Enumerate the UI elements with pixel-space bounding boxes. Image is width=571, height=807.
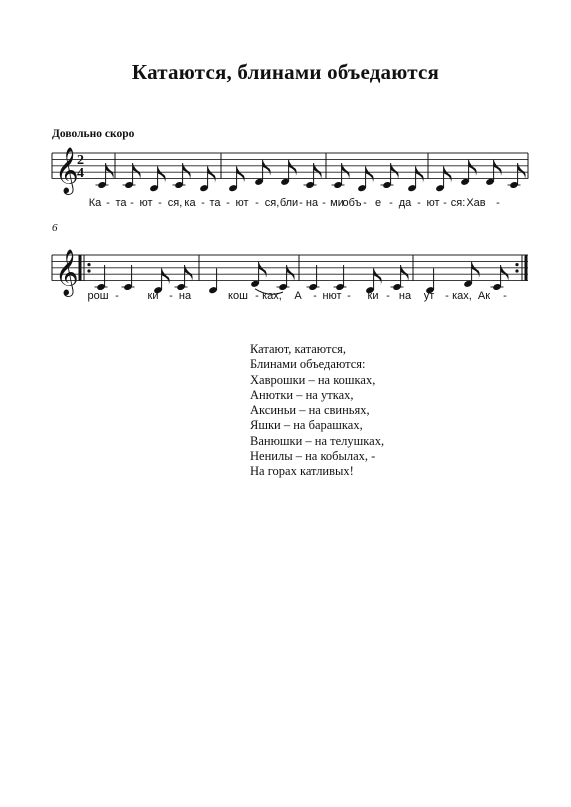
repeat-dot — [515, 263, 518, 266]
lyric-syllable: - — [417, 197, 421, 209]
repeat-dot — [515, 269, 518, 272]
verse-line: Катают, катаются, — [250, 342, 346, 356]
lyric-syllable: ках, — [452, 290, 472, 302]
note-flag — [374, 268, 382, 285]
note-flag — [162, 268, 170, 285]
lyric-syllable: - — [313, 290, 317, 302]
lyric-syllable: объ — [342, 197, 362, 209]
note-flag — [259, 262, 267, 279]
verse-line: Аксиньи – на свиньях, — [250, 403, 370, 418]
lyric-syllable: Ка — [88, 197, 102, 209]
lyric-syllable: рош — [87, 290, 109, 302]
lyric-syllable: - — [443, 197, 447, 209]
lyric-syllable: та — [209, 197, 221, 209]
note-flag — [416, 166, 424, 183]
lyric-syllable: - — [226, 197, 230, 209]
note-flag — [444, 166, 452, 183]
lyric-syllable: - — [363, 197, 367, 209]
lyric-syllable: - — [130, 197, 134, 209]
lyric-syllable: нют — [322, 290, 342, 302]
lyric-syllable: А — [294, 290, 302, 302]
lyric-syllable: ут — [423, 290, 435, 302]
repeat-dot — [87, 263, 90, 266]
lyric-syllable: - — [445, 290, 449, 302]
lyric-syllable: ют — [426, 197, 440, 209]
lyric-syllable: ка — [184, 197, 196, 209]
verse-line: Яшки – на барашках, — [250, 418, 363, 433]
lyric-syllable: - — [158, 197, 162, 209]
lyric-syllable: ках, — [262, 290, 282, 302]
lyric-syllable: - — [503, 290, 507, 302]
note-flag — [472, 262, 480, 279]
lyric-syllable: - — [299, 197, 303, 209]
lyric-syllable: - — [106, 197, 110, 209]
lyric-syllable: та — [115, 197, 127, 209]
repeat-dot — [87, 269, 90, 272]
verse-line: Хаврошки – на кошках, — [250, 372, 376, 387]
measure-number: 6 — [52, 222, 58, 234]
verse-line: Ненилы – на кобылах, - — [250, 449, 376, 464]
lyric-syllable: е — [374, 197, 382, 209]
lyric-syllable: ся, — [264, 197, 280, 209]
lyric-syllable: ся, — [167, 197, 183, 209]
lyric-syllable: Хав — [466, 197, 486, 209]
lyric-syllable: ми — [330, 197, 344, 209]
lyric-syllable: да — [398, 197, 412, 209]
lyric-syllable: ки — [367, 290, 379, 302]
lyric-syllable: - — [347, 290, 351, 302]
note-flag — [237, 166, 245, 183]
tempo-marking: Довольно скоро — [52, 128, 135, 140]
note-flag — [158, 166, 166, 183]
verse-line: На горах катливых! — [250, 464, 354, 479]
verse-line: Анютки – на утках, — [250, 387, 354, 402]
time-signature-bottom: 4 — [77, 166, 84, 181]
lyric-syllable: - — [389, 197, 393, 209]
lyric-syllable: - — [255, 197, 259, 209]
lyric-syllable: - — [201, 197, 205, 209]
lyric-syllable: - — [386, 290, 390, 302]
verse-line: Ванюшки – на телушках, — [250, 433, 385, 448]
lyric-syllable: - — [115, 290, 119, 302]
note-flag — [263, 160, 271, 177]
treble-clef-icon: 𝄞 — [55, 147, 79, 194]
note-flag — [366, 166, 374, 183]
lyric-syllable: на — [398, 290, 412, 302]
verse-line: Блинами объедаются: — [250, 357, 366, 372]
lyric-syllable: на — [178, 290, 192, 302]
treble-clef-icon: 𝄞 — [55, 249, 79, 296]
lyric-syllable: ки — [147, 290, 159, 302]
lyric-syllable: - — [496, 197, 500, 209]
lyric-syllable: - — [322, 197, 326, 209]
lyric-syllable: бли — [279, 197, 299, 209]
lyric-syllable: - — [169, 290, 173, 302]
lyric-syllable: ют — [235, 197, 249, 209]
note-flag — [469, 160, 477, 177]
song-title: Катаются, блинами объедаются — [131, 60, 440, 84]
note-flag — [494, 160, 502, 177]
lyric-syllable: кош — [228, 290, 248, 302]
lyric-syllable: Ак — [477, 290, 491, 302]
lyric-syllable: ся: — [450, 197, 466, 209]
verse-text — [250, 342, 384, 480]
note-flag — [208, 166, 216, 183]
time-signature-top: 2 — [77, 153, 84, 168]
note-flag — [289, 160, 297, 177]
lyric-syllable: на — [305, 197, 319, 209]
lyric-syllable: - — [255, 290, 259, 302]
lyric-syllable: ют — [139, 197, 153, 209]
